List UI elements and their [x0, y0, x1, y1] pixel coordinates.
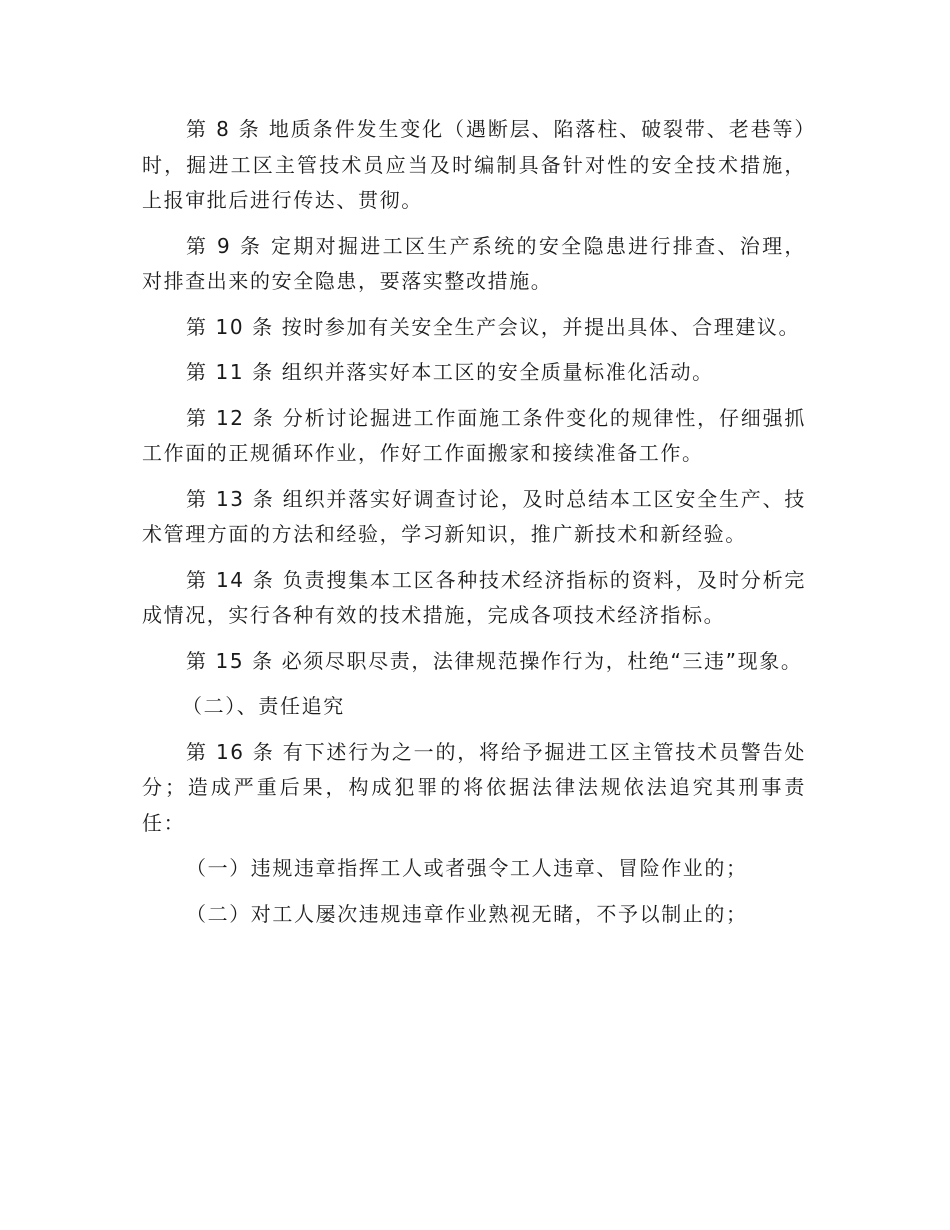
- article-13: 第 13 条 组织并落实好调查讨论，及时总结本工区安全生产、技术管理方面的方法和经验，学习新知识，推广新技术和新经验。: [142, 486, 806, 546]
- list-item: （二）对工人屡次违规违章作业熟视无睹，不予以制止的；: [186, 901, 748, 926]
- article-16: 第 16 条 有下述行为之一的，将给予掘进工区主管技术员警告处分；造成严重后果，构成犯罪的将依据法律法规依法追究其刑事责任：: [142, 739, 806, 835]
- article-14: 第 14 条 负责搜集本工区各种技术经济指标的资料，及时分析完成情况，实行各种有效的技术措施，完成各项技术经济指标。: [142, 567, 806, 627]
- list-item: （一）违规违章指挥工人或者强令工人违章、冒险作业的；: [186, 856, 748, 880]
- article-12: 第 12 条 分析讨论掘进工作面施工条件变化的规律性，仔细强抓工作面的正规循环作业，作好工作面搬家和接续准备工作。: [142, 405, 806, 465]
- document-body: [142, 112, 806, 942]
- section-heading-accountability: （二）、责任追究: [182, 694, 345, 718]
- article-11: 第 11 条 组织并落实好本工区的安全质量标准化活动。: [186, 360, 714, 384]
- article-15: 第 15 条 必须尽职尽责，法律规范操作行为，杜绝“三违”现象。: [186, 648, 803, 673]
- article-9: 第 9 条 定期对掘进工区生产系统的安全隐患进行排查、治理，对排查出来的安全隐患，要落实整改措施。: [142, 233, 806, 293]
- article-8: 第 8 条 地质条件发生变化（遇断层、陷落柱、破裂带、老巷等）时，掘进工区主管技术员应当及时编制具备针对性的安全技术措施，上报审批后进行传达、贯彻。: [142, 117, 806, 212]
- article-10: 第 10 条 按时参加有关安全生产会议，并提出具体、合理建议。: [186, 314, 801, 339]
